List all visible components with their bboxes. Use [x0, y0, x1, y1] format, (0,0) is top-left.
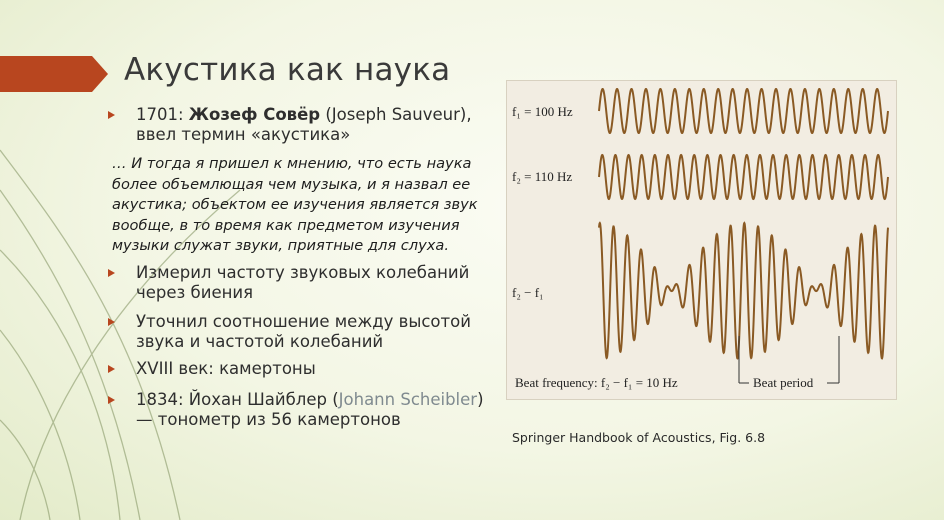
bullet-beats-text: Измерил частоту звуковых колебаний через биения: [136, 263, 470, 302]
figure-caption: Springer Handbook of Acoustics, Fig. 6.8: [512, 430, 766, 445]
label-f2: f₂ = 110 Hz: [512, 169, 573, 184]
beats-figure: [506, 80, 897, 400]
label-f1: f₁ = 100 Hz: [512, 104, 573, 119]
bullet-tuning-forks-text: XVIII век: камертоны: [136, 359, 316, 378]
bullet-scheibler-prefix: 1834: Йохан Шайблер (: [136, 390, 339, 409]
beat-period-label: Beat period: [753, 375, 814, 390]
bullet-pitch: [116, 312, 496, 352]
bullet-pitch-text: Уточнил соотношение между высотой звука и частотой колебаний: [136, 312, 471, 351]
wave-f2: [599, 155, 888, 199]
wave-beat: [599, 223, 888, 358]
sauveur-quote: … И тогда я пришел к мнению, что есть наука более объемлющая чем музыка, и я назвал ее акустика; объектом ее изучения является звук вообще, в то время как предметом изучения музыки служат звуки, приятные для слуха.: [112, 155, 478, 254]
bullet-scheibler: [116, 390, 496, 430]
bullet-sauveur: [116, 105, 496, 145]
bullet-arrow-icon: [108, 365, 115, 373]
title-accent-arrow: [0, 56, 108, 92]
bullet-arrow-icon: [108, 111, 115, 119]
label-diff: f₂ − f₁: [512, 285, 544, 300]
bullet-sauveur-term: ввел термин «акустика»: [136, 125, 351, 144]
bullet-arrow-icon: [108, 269, 115, 277]
bullet-beats: [116, 263, 496, 303]
bullet-arrow-icon: [108, 318, 115, 326]
bullet-scheibler-latin: Johann Scheibler: [338, 390, 478, 409]
bullet-tuning-forks: [116, 359, 496, 379]
bullet-sauveur-name: Жозеф Совёр: [188, 105, 321, 124]
beat-frequency-label: Beat frequency: f₂ − f₁ = 10 Hz: [515, 375, 678, 390]
slide-title: Акустика как наука: [124, 52, 451, 88]
bullet-sauveur-latin: (Joseph Sauveur),: [320, 105, 472, 124]
bullet-sauveur-year: 1701:: [136, 105, 189, 124]
bullet-scheibler-suffix: ) — тонометр из 56 камертонов: [136, 390, 484, 429]
bullet-arrow-icon: [108, 396, 115, 404]
wave-f1: [599, 89, 888, 133]
